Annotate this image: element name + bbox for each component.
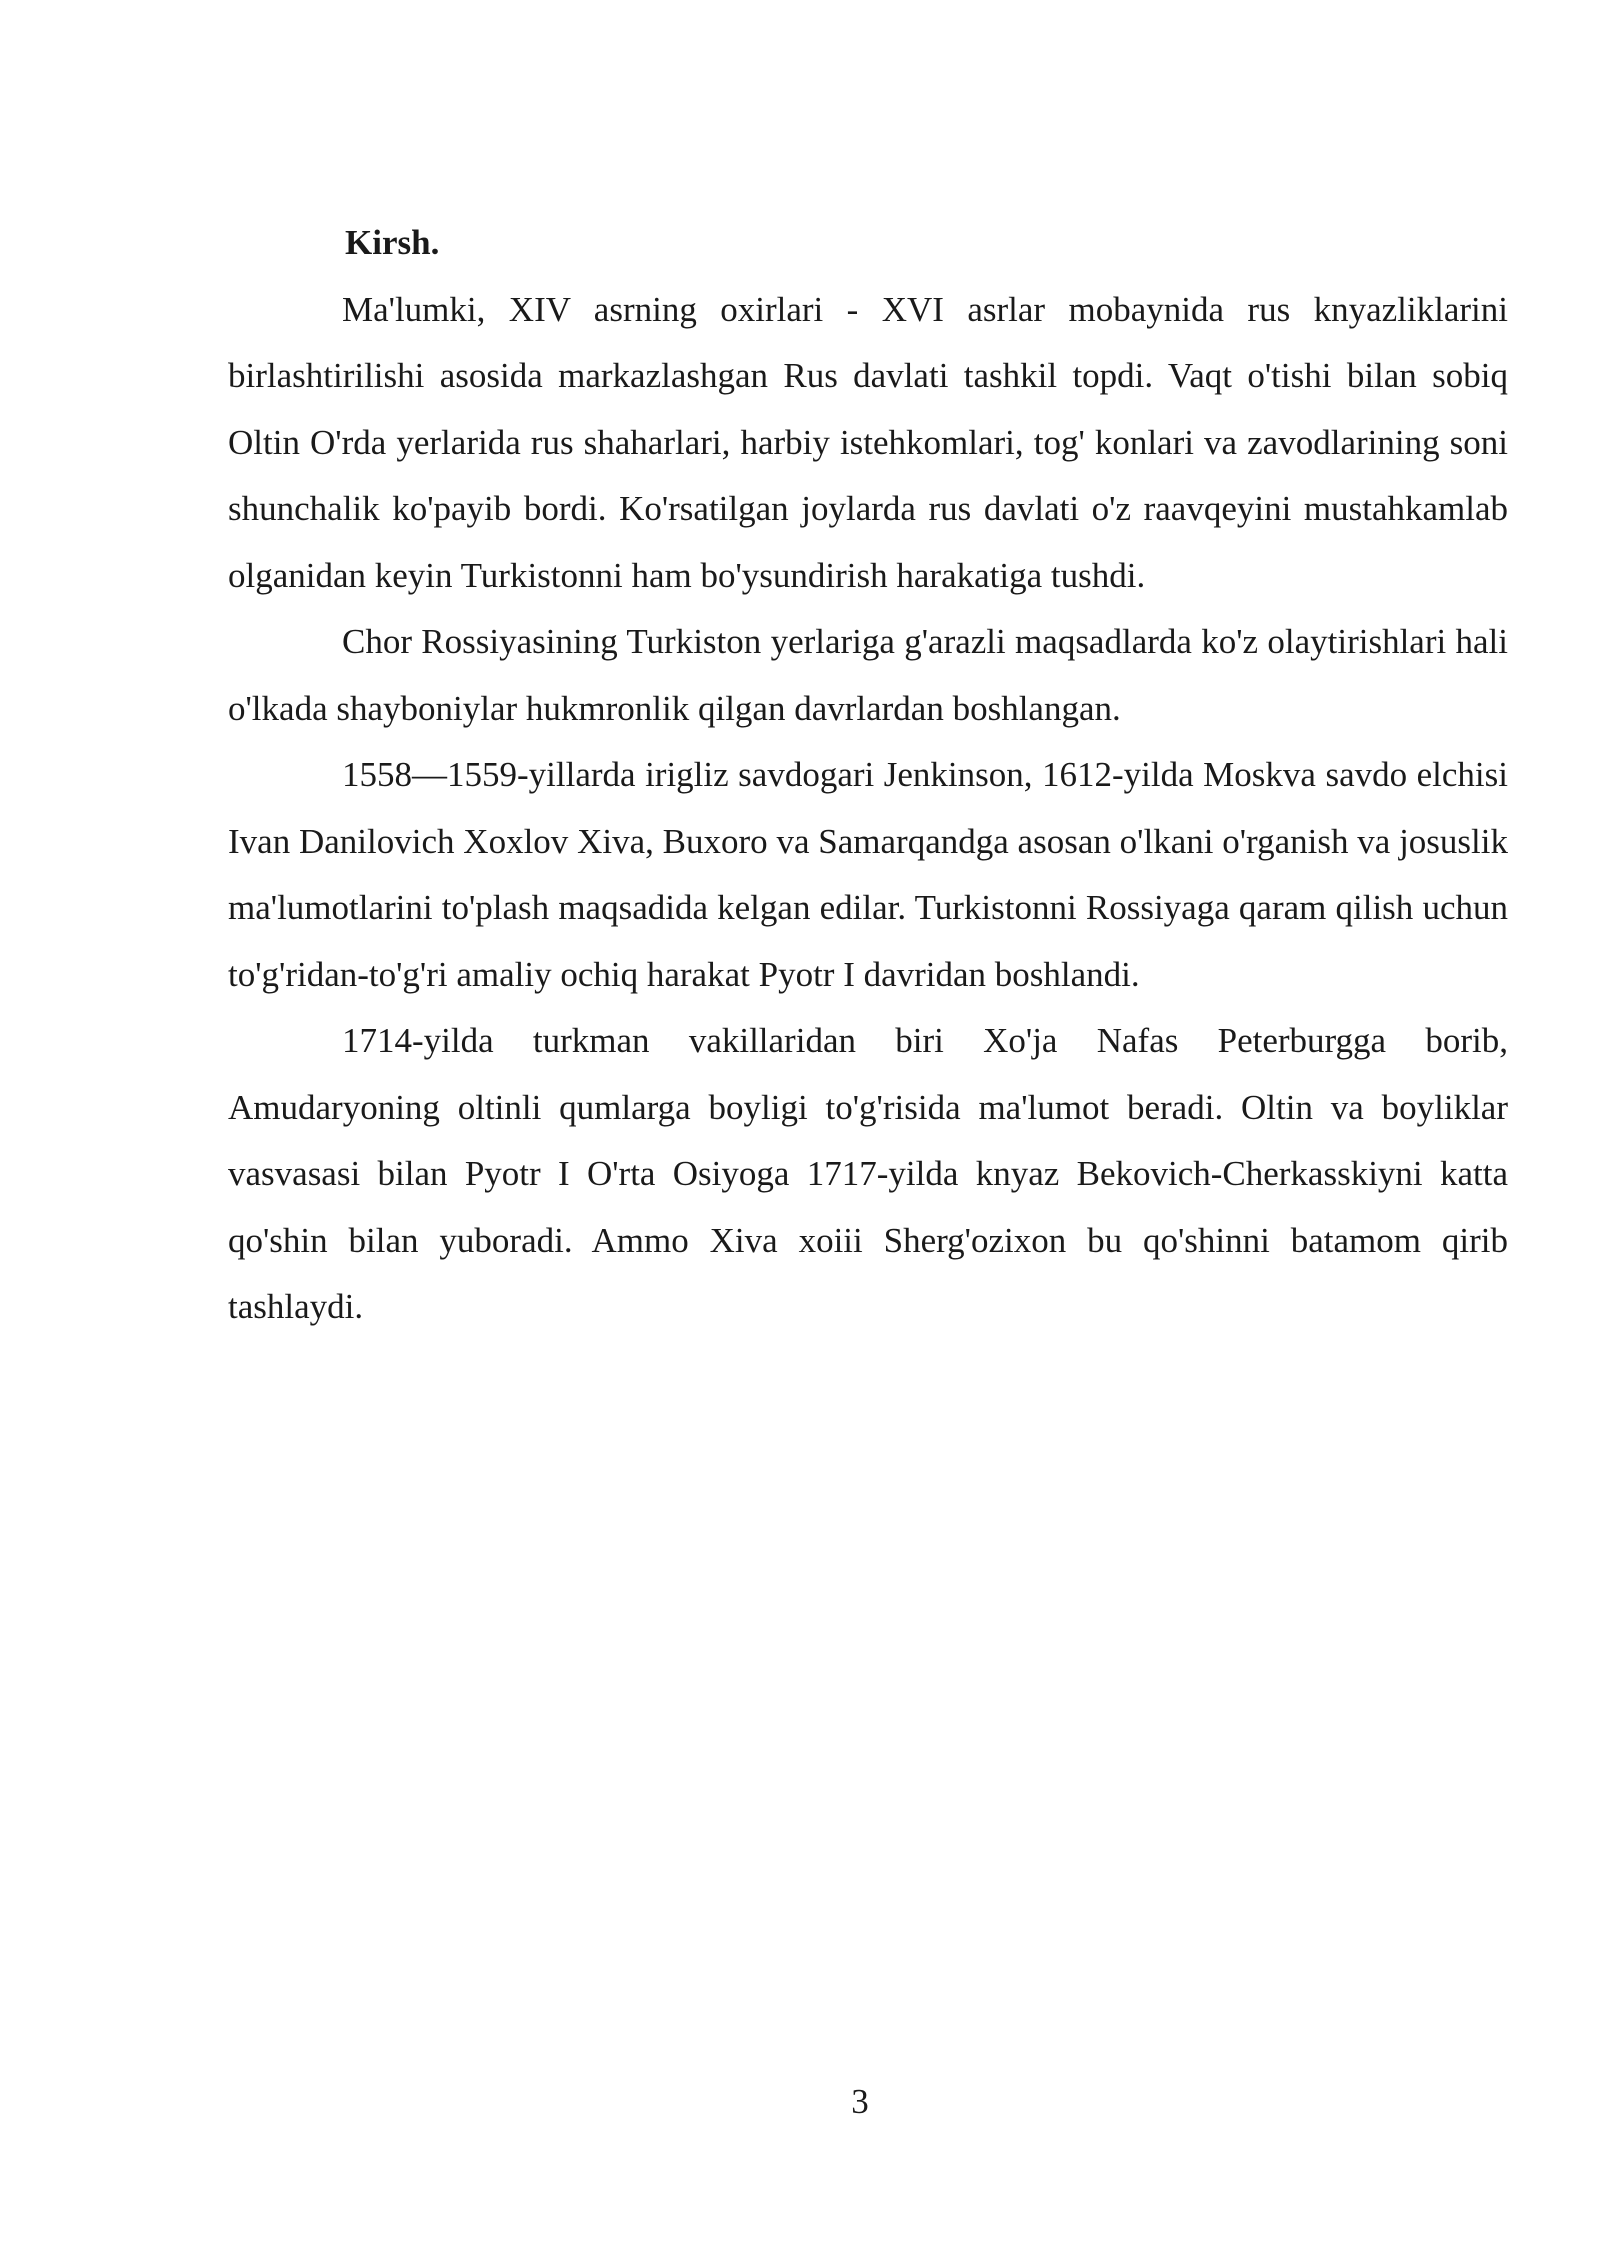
paragraph-1: Ma'lumki, XIV asrning oxirlari - XVI asrlar mobaynida rus knyazliklarini birlashtirilishi asosida markazlashgan Rus davlati tashkil topdi. Vaqt o'tishi bilan sobiq Oltin O'rda yerlarida rus shaharlari, harbiy istehkomlari, tog' konlari va zavodlarining soni shunchalik ko'payib bordi. Ko'rsatilgan joylarda rus davlati o'z raavqeyini mustahkamlab olganidan keyin Turkistonni ham bo'ysundirish harakatiga tushdi.: [228, 289, 1508, 595]
paragraph-4: 1714-yilda turkman vakillaridan biri Xo'ja Nafas Peterburgga borib, Amudaryoning oltinli qumlarga boyligi to'g'risida ma'lumot beradi. Oltin va boyliklar vasvasasi bilan Pyotr I O'rta Osiyoga 1717-yilda knyaz Bekovich-Cherkasskiyni katta qo'shin bilan yuboradi. Ammo Xiva xoiii Sherg'ozixon bu qo'shinni batamom qirib tashlaydi.: [228, 1021, 1508, 1326]
paragraph-2: Chor Rossiyasining Turkiston yerlariga g'arazli maqsadlarda ko'z olaytirishlari hali o'lkada shayboniylar hukmronlik qilgan davrlardan boshlangan.: [228, 622, 1508, 728]
page-number: 3: [851, 2082, 869, 2121]
paragraph-3: 1558—1559-yillarda irigliz savdogari Jenkinson, 1612-yilda Moskva savdo elchisi Ivan Danilovich Xoxlov Xiva, Buxoro va Samarqandga asosan o'lkani o'rganish va josuslik ma'lumotlarini to'plash maqsadida kelgan edilar. Turkistonni Rossiyaga qaram qilish uchun to'g'ridan-to'g'ri amaliy ochiq harakat Pyotr I davridan boshlandi.: [228, 755, 1508, 994]
section-heading: Kirsh.: [345, 223, 440, 262]
document-body: [228, 210, 1508, 1341]
